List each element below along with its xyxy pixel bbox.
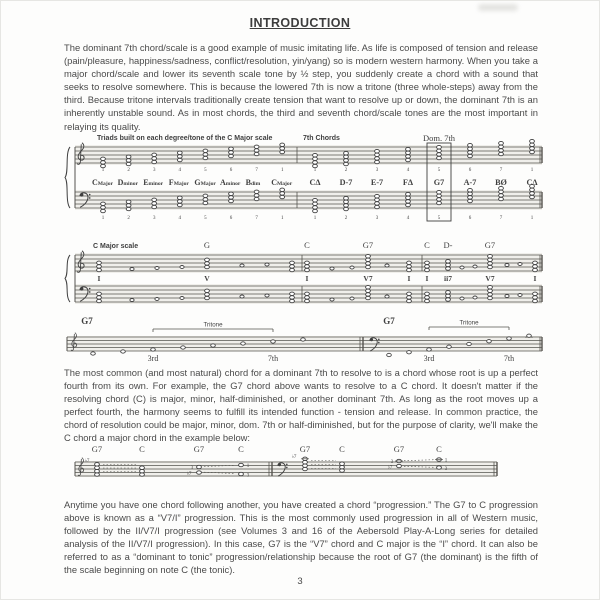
degree-number: 5 (204, 216, 207, 221)
degree-number: 3 (375, 168, 379, 173)
seventh-chord-name: G7 (433, 178, 445, 187)
chord-label: C (304, 240, 310, 250)
degree-number: 2 (127, 216, 130, 221)
seventh-chord-name: E-7 (370, 178, 384, 187)
roman-numeral: ii7 (444, 274, 452, 283)
scan-smudge (478, 4, 518, 11)
third-label: 3rd (147, 354, 159, 363)
tritone-label: Tritone (203, 321, 223, 329)
seventh-chord-name: FΔ (402, 178, 414, 187)
chord-label: G7 (193, 444, 205, 454)
roman-numeral: I (97, 274, 101, 283)
seventh-chord-name: D-7 (339, 178, 353, 187)
notation-progression-examples (57, 240, 544, 312)
degree-number: 2 (127, 168, 130, 173)
notation-g7-to-c-resolution (57, 442, 544, 496)
degree-number: 6 (229, 216, 233, 221)
voice-annotation: 1 (246, 464, 250, 469)
roman-numeral: I (407, 274, 411, 283)
chord-label: C (424, 240, 430, 250)
paragraph-3: Anytime you have one chord following another, you have created a chord “progression.” The G7 to C progression above is known as a “V7/I” progression. This is the most commonly used progression in all of Western music, followed by the II/V7/I progression (see Volumes 3 and 16 of the Aebersold Play-A-Long series for detailed analysis of the II/V7/I progression). In this case, G7 is the “V7” chord and C major is the “I” chord. It can also be referred to as a “dominant to tonic” progression/relationship because the root of G7 (the dominant) is the fifth of the scale beginning on note C (the tonic). (64, 499, 538, 576)
degree-number: 3 (152, 216, 156, 221)
triad-name: FMajor (168, 178, 189, 187)
degree-number: 5 (204, 168, 207, 173)
degree-number: 6 (229, 168, 233, 173)
degree-number: 1 (101, 216, 105, 221)
degree-number: 7 (255, 168, 258, 173)
chord-label: D- (443, 240, 453, 250)
voice-annotation: ♭7 (186, 472, 192, 477)
degree-number: 5 (437, 216, 441, 221)
voice-annotation: 1 (444, 458, 448, 464)
degree-number: 7 (499, 168, 503, 173)
roman-numeral: V7 (485, 274, 495, 283)
flat7-annotation: ♭7 (84, 459, 90, 464)
degree-number: 2 (344, 168, 348, 173)
chord-label: C (339, 444, 345, 454)
degree-number: 4 (406, 168, 410, 173)
degree-number: 3 (152, 168, 156, 173)
degree-number: 4 (178, 216, 182, 221)
triad-name: Aminor (220, 178, 241, 187)
degree-number: 3 (375, 216, 379, 221)
paragraph-2: The most common (and most natural) chord for a dominant 7th to resolve to is a chord whose root is up a perfect fourth from its own. For example, the G7 chord above wants to resolve to a C chord. It doesn't matter if the resolving chord (C) is major, minor, half-diminished, or another dominant 7th. As long as the root moves up a perfect fourth, the harmony seems to fulfill its intended function - tension and release. In common practice, the chord of resolution could be major, minor, dom. 7th or half-diminished, but for the purpose of clarity, we'll make the C chord a major chord in the example below: (64, 367, 538, 444)
voice-annotation: 3 (190, 466, 194, 471)
degree-number: 1 (280, 216, 284, 221)
chord-label: G (203, 240, 211, 250)
notation-triads-and-seventh-chords (57, 133, 544, 228)
degree-number: 1 (313, 216, 317, 221)
roman-numeral: I (533, 274, 537, 283)
degree-number: 2 (344, 216, 348, 221)
seventh-chord-name: BØ (495, 178, 507, 187)
degree-number: 4 (406, 216, 410, 221)
triad-name: Dminor (117, 178, 138, 187)
voice-annotation: 3 (246, 473, 250, 479)
chord-label: G7 (393, 444, 405, 454)
seventh-chord-name: CΔ (309, 178, 321, 187)
chord-label: G7 (383, 316, 395, 326)
page-number: 3 (297, 576, 303, 587)
chord-label: C (436, 444, 442, 454)
chord-label: G7 (299, 444, 311, 454)
degree-number: 5 (437, 168, 441, 173)
roman-numeral: V7 (363, 274, 373, 283)
caption-dom-7th: Dom. 7th (422, 133, 456, 143)
chord-label: G7 (91, 444, 103, 454)
chord-label: C (238, 444, 244, 454)
degree-number: 1 (530, 216, 534, 221)
degree-number: 7 (255, 216, 258, 221)
seventh-chord-name: A-7 (463, 178, 477, 187)
seventh-label: 7th (503, 354, 515, 363)
degree-number: 6 (468, 168, 472, 173)
degree-number: 6 (468, 216, 472, 221)
voice-annotation: ♭7 (387, 465, 393, 471)
third-label: 3rd (423, 354, 435, 363)
chord-label: C (139, 444, 145, 454)
seventh-chord-name: CΔ (526, 178, 538, 187)
roman-numeral: I (305, 274, 309, 283)
chord-label: G7 (81, 316, 93, 326)
degree-number: 4 (178, 168, 182, 173)
chord-label: G7 (362, 240, 374, 250)
page-title: INTRODUCTION (249, 16, 351, 30)
triad-name: Bdim (245, 178, 261, 187)
paragraph-1: The dominant 7th chord/scale is a good example of music imitating life. As life is composed of tension and release (pain/pleasure, happiness/sadness, conflict/resolution, yin/yang) so is modern western harmony. When you take a major chord/scale and lower its seventh scale tone by ½ step, you suddenly create a chord with a sound that seeks to resolve somewhere. This is because the lowered 7th is now a tritone (three whole-steps) away from the third. Because tritone intervals traditionally create tension that want to resolve up or down, the dominant 7th is an inherently unstable sound. As in most chords, the third and seventh chord/scale tones are the most important in relaying its quality. (64, 42, 538, 132)
degree-number: 1 (101, 168, 105, 173)
triad-name: GMajor (194, 178, 216, 187)
degree-number: 1 (530, 168, 534, 173)
tritone-label: Tritone (459, 319, 479, 327)
seventh-label: 7th (267, 354, 279, 363)
roman-numeral: V (204, 274, 210, 283)
degree-number: 1 (280, 168, 284, 173)
voice-annotation: 3 (444, 467, 448, 472)
caption-seventh-chords: 7th Chords (303, 135, 340, 142)
triad-name: CMajor (271, 178, 293, 187)
triad-name: Eminor (143, 178, 164, 187)
caption-triads: Triads built on each degree/tone of the C Major scale (97, 135, 273, 142)
scale-label: C Major scale (93, 243, 139, 250)
flat7-annotation: ♭7 (291, 455, 297, 460)
voice-annotation: 3 (390, 460, 394, 465)
roman-numeral: I (425, 274, 429, 283)
notation-tritone-scales (57, 315, 544, 367)
triad-name: CMajor (92, 178, 114, 187)
degree-number: 1 (313, 168, 317, 173)
degree-number: 7 (499, 216, 503, 221)
chord-label: G7 (484, 240, 496, 250)
